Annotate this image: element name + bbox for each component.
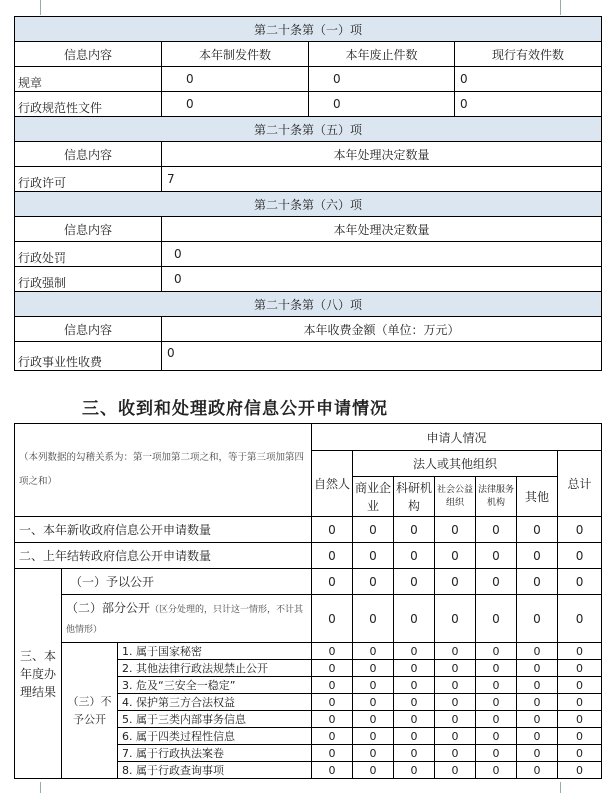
table-row <box>15 543 602 569</box>
column-header: 法人或其他组织 <box>353 451 558 477</box>
cell-value: 0 <box>476 677 517 694</box>
row-label: 规章 <box>15 67 162 92</box>
cell-value: 0 <box>435 517 476 543</box>
table-row <box>15 517 602 543</box>
column-header: 现行有效件数 <box>455 42 602 67</box>
row-label-main: （二）部分公开 <box>66 600 151 615</box>
row-label: 行政处罚 <box>15 242 162 267</box>
subgroup-label: （三）不予公开 <box>62 643 118 779</box>
cell-value: 0 <box>517 660 558 677</box>
cell-value: 0 <box>435 595 476 643</box>
cell-value: 0 <box>353 543 394 569</box>
table-row <box>15 595 602 643</box>
row-label: （一）予以公开 <box>62 569 312 595</box>
cell-value: 0 <box>353 569 394 595</box>
cell-value: 0 <box>435 569 476 595</box>
cell-value: 0 <box>353 762 394 779</box>
margin-mark <box>560 782 561 793</box>
cell-value: 0 <box>353 595 394 643</box>
column-header: 其他 <box>517 477 558 517</box>
column-header: 本年废止件数 <box>309 42 455 67</box>
column-header: 信息内容 <box>15 142 162 167</box>
cell-value: 0 <box>558 643 602 660</box>
cell-value: 0 <box>394 728 435 745</box>
cell-value: 0 <box>517 517 558 543</box>
cell-value: 0 <box>558 745 602 762</box>
cell-value: 0 <box>394 677 435 694</box>
cell-value: 0 <box>353 728 394 745</box>
row-label: 2. 其他法律行政法规禁止公开 <box>118 660 312 677</box>
cell-value: 0 <box>476 595 517 643</box>
table-row <box>15 267 602 292</box>
row-label: 行政强制 <box>15 267 162 292</box>
cell-value: 0 <box>435 694 476 711</box>
table-row <box>15 342 602 371</box>
cell-value: 0 <box>517 543 558 569</box>
cell-value: 0 <box>312 677 353 694</box>
row-label: 一、本年新收政府信息公开申请数量 <box>15 517 312 543</box>
cell-value: 0 <box>394 762 435 779</box>
cell-value: 0 <box>394 694 435 711</box>
cell-value: 0 <box>517 569 558 595</box>
column-header: 法律服务机构 <box>476 477 517 517</box>
cell-value: 0 <box>476 694 517 711</box>
row-label: 3. 危及“三安全一稳定” <box>118 677 312 694</box>
cell-value: 0 <box>312 745 353 762</box>
table-row <box>15 242 602 267</box>
row-label: 5. 属于三类内部事务信息 <box>118 711 312 728</box>
cell-value: 0 <box>435 643 476 660</box>
cell-value: 0 <box>312 762 353 779</box>
cell-value: 0 <box>558 543 602 569</box>
column-header: 社会公益组织 <box>435 477 476 517</box>
cell-value: 0 <box>394 569 435 595</box>
cell-value: 0 <box>455 92 602 117</box>
cell-value: 0 <box>476 762 517 779</box>
margin-mark <box>40 0 41 15</box>
cell-value: 0 <box>162 342 602 371</box>
cell-value: 0 <box>394 643 435 660</box>
cell-value: 0 <box>476 660 517 677</box>
cell-value: 0 <box>309 67 455 92</box>
cell-value: 0 <box>394 745 435 762</box>
cell-value: 0 <box>162 242 602 267</box>
column-header: 总计 <box>558 451 602 517</box>
cell-value: 0 <box>558 762 602 779</box>
column-header: 信息内容 <box>15 217 162 242</box>
column-header: 科研机构 <box>394 477 435 517</box>
row-label: 行政规范性文件 <box>15 92 162 117</box>
article20-table <box>14 16 602 371</box>
cell-value: 0 <box>517 745 558 762</box>
cell-value: 0 <box>312 711 353 728</box>
cell-value: 0 <box>394 660 435 677</box>
column-header: 本年制发件数 <box>162 42 309 67</box>
cell-value: 0 <box>476 543 517 569</box>
column-header: 本年处理决定数量 <box>162 142 602 167</box>
cell-value: 0 <box>517 728 558 745</box>
cell-value: 0 <box>558 660 602 677</box>
cell-value: 0 <box>517 711 558 728</box>
table-note: （本列数据的勾稽关系为：第一项加第二项之和，等于第三项加第四项之和） <box>15 424 312 517</box>
cell-value: 0 <box>162 67 309 92</box>
cell-value: 0 <box>435 660 476 677</box>
cell-value: 0 <box>312 517 353 543</box>
cell-value: 0 <box>312 595 353 643</box>
row-label <box>62 595 312 643</box>
cell-value: 0 <box>476 517 517 543</box>
cell-value: 0 <box>162 267 602 292</box>
column-header: 商业企业 <box>353 477 394 517</box>
cell-value: 0 <box>394 711 435 728</box>
cell-value: 0 <box>435 543 476 569</box>
cell-value: 0 <box>394 595 435 643</box>
row-label-note: （区分处理的，只计这一情形，不计其他情形） <box>66 604 304 635</box>
cell-value: 0 <box>476 745 517 762</box>
cell-value: 0 <box>517 762 558 779</box>
cell-value: 0 <box>312 660 353 677</box>
table-row <box>15 67 602 92</box>
column-header: 信息内容 <box>15 317 162 342</box>
cell-value: 0 <box>353 677 394 694</box>
cell-value: 0 <box>476 711 517 728</box>
cell-value: 0 <box>558 711 602 728</box>
cell-value: 0 <box>309 92 455 117</box>
column-header: 信息内容 <box>15 42 162 67</box>
cell-value: 0 <box>353 517 394 543</box>
row-label: 1. 属于国家秘密 <box>118 643 312 660</box>
cell-value: 0 <box>558 728 602 745</box>
section-heading: 第二十条第（五）项 <box>15 117 602 142</box>
cell-value: 0 <box>435 677 476 694</box>
column-header: 申请人情况 <box>312 424 602 451</box>
cell-value: 0 <box>476 643 517 660</box>
cell-value: 0 <box>435 711 476 728</box>
cell-value: 0 <box>517 677 558 694</box>
cell-value: 0 <box>435 762 476 779</box>
row-label: 二、上年结转政府信息公开申请数量 <box>15 543 312 569</box>
cell-value: 0 <box>394 517 435 543</box>
cell-value: 0 <box>558 517 602 543</box>
cell-value: 0 <box>312 643 353 660</box>
cell-value: 0 <box>435 745 476 762</box>
section-heading: 第二十条第（一）项 <box>15 17 602 42</box>
table-row <box>15 167 602 192</box>
section-heading: 第二十条第（八）项 <box>15 292 602 317</box>
cell-value: 0 <box>312 728 353 745</box>
application-table <box>14 423 602 779</box>
cell-value: 0 <box>558 694 602 711</box>
cell-value: 0 <box>558 677 602 694</box>
cell-value: 0 <box>476 728 517 745</box>
cell-value: 0 <box>312 543 353 569</box>
column-header: 本年处理决定数量 <box>162 217 602 242</box>
cell-value: 0 <box>353 660 394 677</box>
cell-value: 0 <box>353 745 394 762</box>
column-header: 自然人 <box>312 451 353 517</box>
section-title: 三、收到和处理政府信息公开申请情况 <box>82 399 388 419</box>
row-label: 行政许可 <box>15 167 162 192</box>
cell-value: 0 <box>517 694 558 711</box>
table-row <box>15 569 602 595</box>
table-row <box>15 92 602 117</box>
cell-value: 0 <box>455 67 602 92</box>
cell-value: 0 <box>312 569 353 595</box>
column-header: 本年收费金额（单位：万元） <box>162 317 602 342</box>
cell-value: 0 <box>394 543 435 569</box>
cell-value: 0 <box>558 595 602 643</box>
row-label: 7. 属于行政执法案卷 <box>118 745 312 762</box>
cell-value: 7 <box>162 167 602 192</box>
cell-value: 0 <box>476 569 517 595</box>
row-label: 行政事业性收费 <box>15 342 162 371</box>
margin-mark <box>40 782 41 793</box>
cell-value: 0 <box>435 728 476 745</box>
row-label: 4. 保护第三方合法权益 <box>118 694 312 711</box>
cell-value: 0 <box>353 643 394 660</box>
section-heading: 第二十条第（六）项 <box>15 192 602 217</box>
cell-value: 0 <box>162 92 309 117</box>
cell-value: 0 <box>558 569 602 595</box>
row-label: 6. 属于四类过程性信息 <box>118 728 312 745</box>
margin-mark <box>560 0 561 15</box>
cell-value: 0 <box>312 694 353 711</box>
cell-value: 0 <box>353 694 394 711</box>
cell-value: 0 <box>353 711 394 728</box>
group-label: 三、本年度办理结果 <box>15 569 62 779</box>
cell-value: 0 <box>517 643 558 660</box>
table-row <box>15 643 602 660</box>
row-label: 8. 属于行政查询事项 <box>118 762 312 779</box>
cell-value: 0 <box>517 595 558 643</box>
